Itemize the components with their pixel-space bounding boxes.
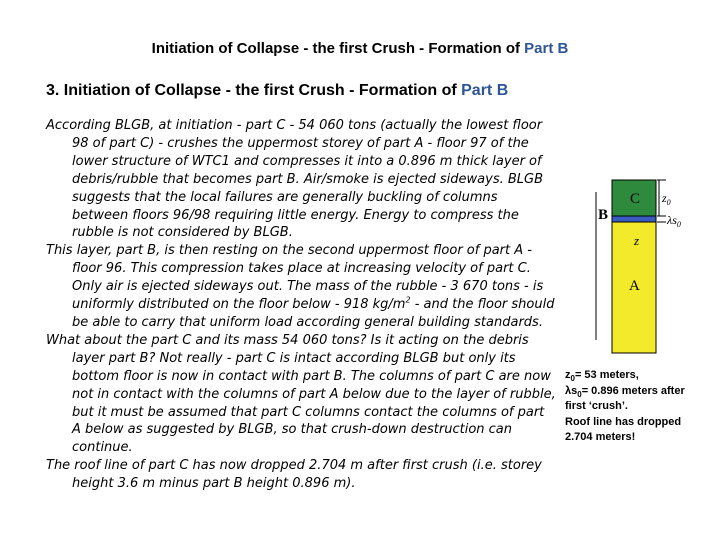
figure-caption — [565, 368, 715, 446]
caption-line-roof: Roof line has dropped — [565, 415, 682, 428]
label-z0: $z_0$ — [662, 191, 671, 207]
label-part-b: B — [598, 207, 609, 223]
caption-line-lambda: $\lambda s_0= 0.896$ meters after — [565, 384, 685, 399]
paragraph-part-b-tail: - and the floor should be able to carry that uniform load according general building standards. — [72, 297, 555, 330]
paragraph-roof-line: The roof line of part C has now dropped 2.704 m after first crush (i.e. storey height 3.6 m minus part B height 0.896 m). — [46, 458, 542, 492]
part-b-block — [612, 216, 656, 222]
section-heading — [46, 82, 508, 100]
caption-line-z0: $z_0= 53$ meters, — [565, 369, 639, 384]
label-part-a: A — [629, 278, 640, 294]
section-heading-accent: Part B — [461, 82, 509, 99]
paragraph-part-b-text: This layer, part B, is then resting on the second uppermost floor of part A - floor 96. This compression takes place at increasing velocity of part C. Only air is ejected sideways out. The mass of the rubble - 3 670 tons - is uniformly distributed on the floor below - 918 kg/m — [46, 243, 544, 313]
paragraph-part-b-sup: 2 — [405, 295, 411, 305]
paragraph-initiation: According BLGB, at initiation - part C - 54 060 tons (actually the lowest floor 98 of part C) - crushes the uppermost storey of part A - floor 97 of the lower structure of WTC1 and compresses it into a 0.896 m thick layer of debris/rubble that becomes part B. Air/smoke is ejected sideways. BLGB suggests that the local failures are generally buckling of columns between floors 96/98 requiring little energy. Energy to compress the rubble is not considered by BLGB. — [46, 118, 544, 241]
page-title-accent: Part B — [524, 40, 569, 57]
page-title — [0, 40, 720, 57]
collapse-diagram — [568, 170, 718, 355]
body-text — [46, 117, 556, 493]
paragraph-part-c: What about the part C and its mass 54 060 tons? Is it acting on the debris layer part B? Not really - part C is intact according BLGB but only its bottom floor is now in contact with part B. The columns of part C are now not in contact with the columns of part A below due to the layer of rubble, but it must be assumed that part C columns contact the columns of part A below as suggested by BLGB, so that crush-down destruction can continue. — [46, 332, 556, 456]
collapse-diagram-svg — [568, 170, 718, 355]
page-title-text: Initiation of Collapse - the first Crush - Formation of — [151, 40, 525, 57]
label-z: z — [634, 233, 640, 248]
caption-line-drop: 2.704 meters! — [565, 431, 636, 443]
caption-line-first-crush: first ‘crush’. — [565, 400, 628, 412]
label-lambda-s0: $\lambda s_0$ — [667, 213, 681, 229]
paragraph-part-b — [46, 242, 556, 332]
section-heading-text: 3. Initiation of Collapse - the first Crush - Formation of — [46, 82, 462, 99]
label-part-c: C — [630, 191, 641, 207]
